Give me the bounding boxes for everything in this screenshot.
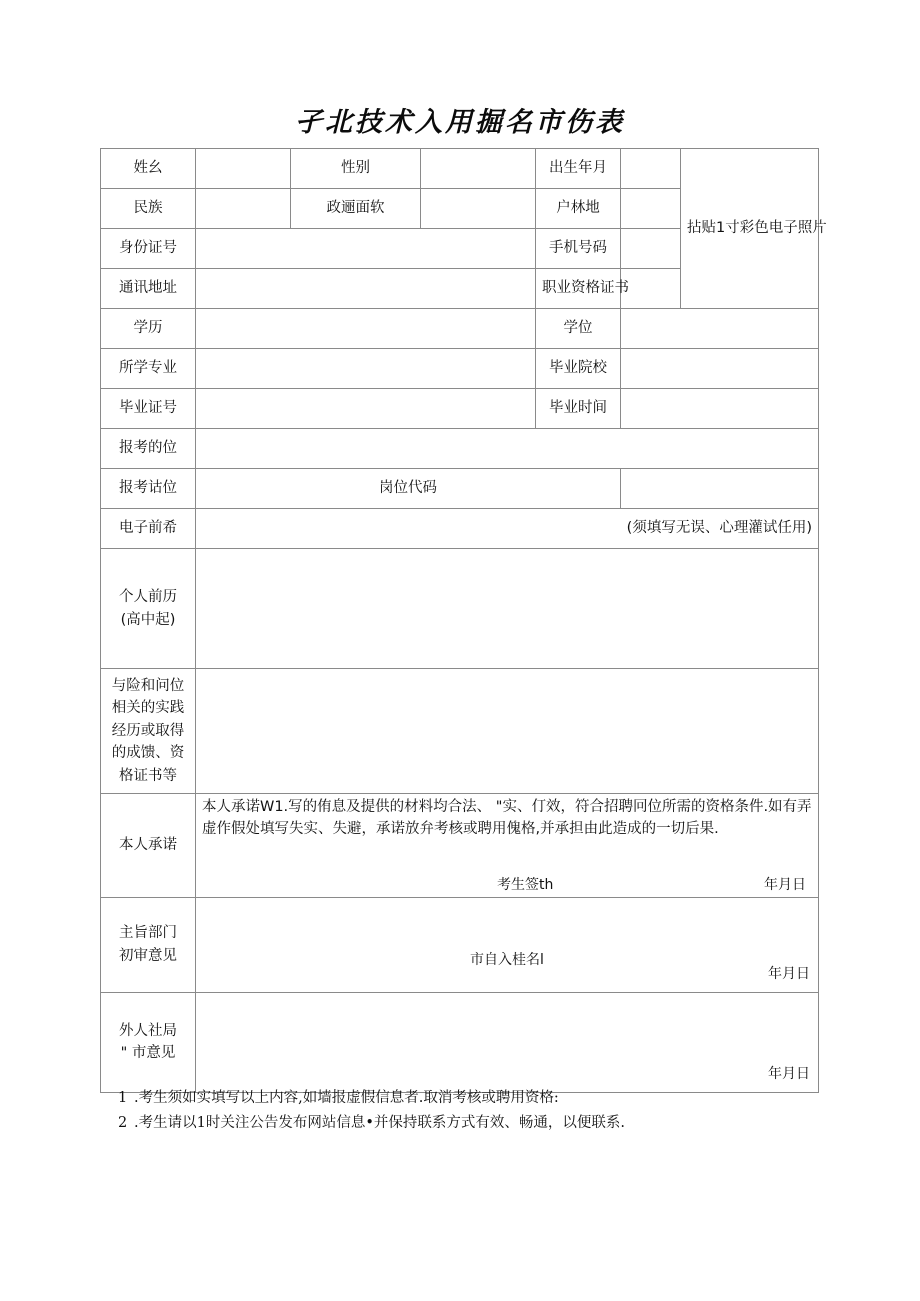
label-resume-sub: (高中起) [120,611,176,628]
table-row-bureau-opinion [101,992,819,1092]
input-experience[interactable] [196,669,819,794]
table-row-applied-position [101,469,819,509]
table-row-education [101,309,819,349]
dept-opinion-content[interactable] [196,897,819,992]
label-email: 电子前希 [101,509,196,549]
footnote-1 [118,1086,878,1111]
dept-opinion-center-text: 市自入桂名l [470,951,544,968]
label-diploma-number: 毕业证号 [101,389,196,429]
label-mobile-number: 手机号码 [536,229,621,269]
input-mobile-number[interactable] [621,229,681,269]
bureau-opinion-date-label[interactable]: 年月日 [768,1066,810,1083]
bureau-opinion-content[interactable] [196,992,819,1092]
table-row-experience [101,669,819,794]
label-major: 所学专业 [101,349,196,389]
label-commitment: 本人承诺 [101,794,196,898]
footnote-1-text: .考生须如实填写以上内容,如墙报虚假信息者.取消考核或聘用资格: [134,1090,559,1106]
commitment-content [196,794,819,898]
footnote-1-number: 1 [118,1090,128,1106]
label-resume-main: 个人前历 [119,589,177,606]
label-birth-date: 出生年月 [536,149,621,189]
table-row-major [101,349,819,389]
label-bureau-opinion [101,992,196,1092]
input-mailing-address[interactable] [196,269,536,309]
dept-opinion-date-label[interactable]: 年月日 [768,966,810,983]
input-applied-unit[interactable] [196,429,819,469]
label-position-code: 岗位代码 [196,469,621,509]
label-dept-opinion-line1: 主旨部门 [119,925,177,942]
table-row-email [101,509,819,549]
footnote-2-text: .考生请以1时关注公告发布网站信息•并保持联系方式有效、畅通，以便联系. [134,1115,625,1132]
input-graduate-school[interactable] [621,349,819,389]
page-title: 孑北技术入用掘名市伤表 [295,107,625,138]
label-graduation-date: 毕业时间 [536,389,621,429]
label-political-status: 政逦面软 [291,189,421,229]
input-household-registration[interactable] [621,189,681,229]
label-mailing-address: 通讯地址 [101,269,196,309]
table-row-dept-opinion [101,897,819,992]
label-dept-opinion-line2: 初审意见 [119,947,177,964]
input-vocational-certificate[interactable] [621,269,681,309]
footnotes [118,1086,878,1137]
commitment-paragraph: 本人承诺W1.写的侑息及提供的材料均合法、 "实、仃效，符合招聘冋位所需的资格条件.如有弄虚作假处填写失实、失避，承诺放弁考核或聘用傀格,并承担由此造成的一切后果. [202,799,812,838]
label-gender: 性别 [291,149,421,189]
label-resume [101,549,196,669]
input-resume[interactable] [196,549,819,669]
commitment-date-label[interactable]: 年月日 [764,876,806,893]
input-birth-date[interactable] [621,149,681,189]
table-row-applied-unit [101,429,819,469]
label-degree: 学位 [536,309,621,349]
label-household-registration: 户林地 [536,189,621,229]
input-ethnicity[interactable] [196,189,291,229]
table-row-diploma-number [101,389,819,429]
input-degree[interactable] [621,309,819,349]
input-id-number[interactable] [196,229,536,269]
label-graduate-school: 毕业院校 [536,349,621,389]
photo-placeholder[interactable]: 拈贴1寸彩色电子照片 [681,149,819,309]
application-form-table [100,148,827,1093]
input-major[interactable] [196,349,536,389]
label-applied-unit: 报考的位 [101,429,196,469]
input-name[interactable] [196,149,291,189]
candidate-signature-label[interactable]: 考生签th [497,876,554,893]
footnote-2 [118,1111,878,1136]
input-position-code[interactable] [621,469,819,509]
label-education: 学历 [101,309,196,349]
label-ethnicity: 民族 [101,189,196,229]
commitment-signature-row [202,875,812,895]
label-experience: 与险和问位相关的实践经历或取得的成馈、资格证书等 [101,669,196,794]
label-dept-opinion [101,897,196,992]
footnote-2-number: 2 [118,1115,128,1132]
input-diploma-number[interactable] [196,389,536,429]
input-graduation-date[interactable] [621,389,819,429]
label-bureau-opinion-line1: 外人社局 [119,1022,177,1039]
input-gender[interactable] [421,149,536,189]
email-note: (须填写无误、心理灌试任用) [196,509,819,549]
table-row-resume [101,549,819,669]
label-bureau-opinion-line2: " 市意见 [120,1045,176,1062]
input-education[interactable] [196,309,536,349]
label-applied-position: 报考诂位 [101,469,196,509]
input-political-status[interactable] [421,189,536,229]
label-name: 姓幺 [101,149,196,189]
table-row-commitment [101,794,819,898]
label-vocational-certificate: 职业资格证书 [536,269,621,309]
table-row-name [101,149,819,189]
label-id-number: 身份证号 [101,229,196,269]
